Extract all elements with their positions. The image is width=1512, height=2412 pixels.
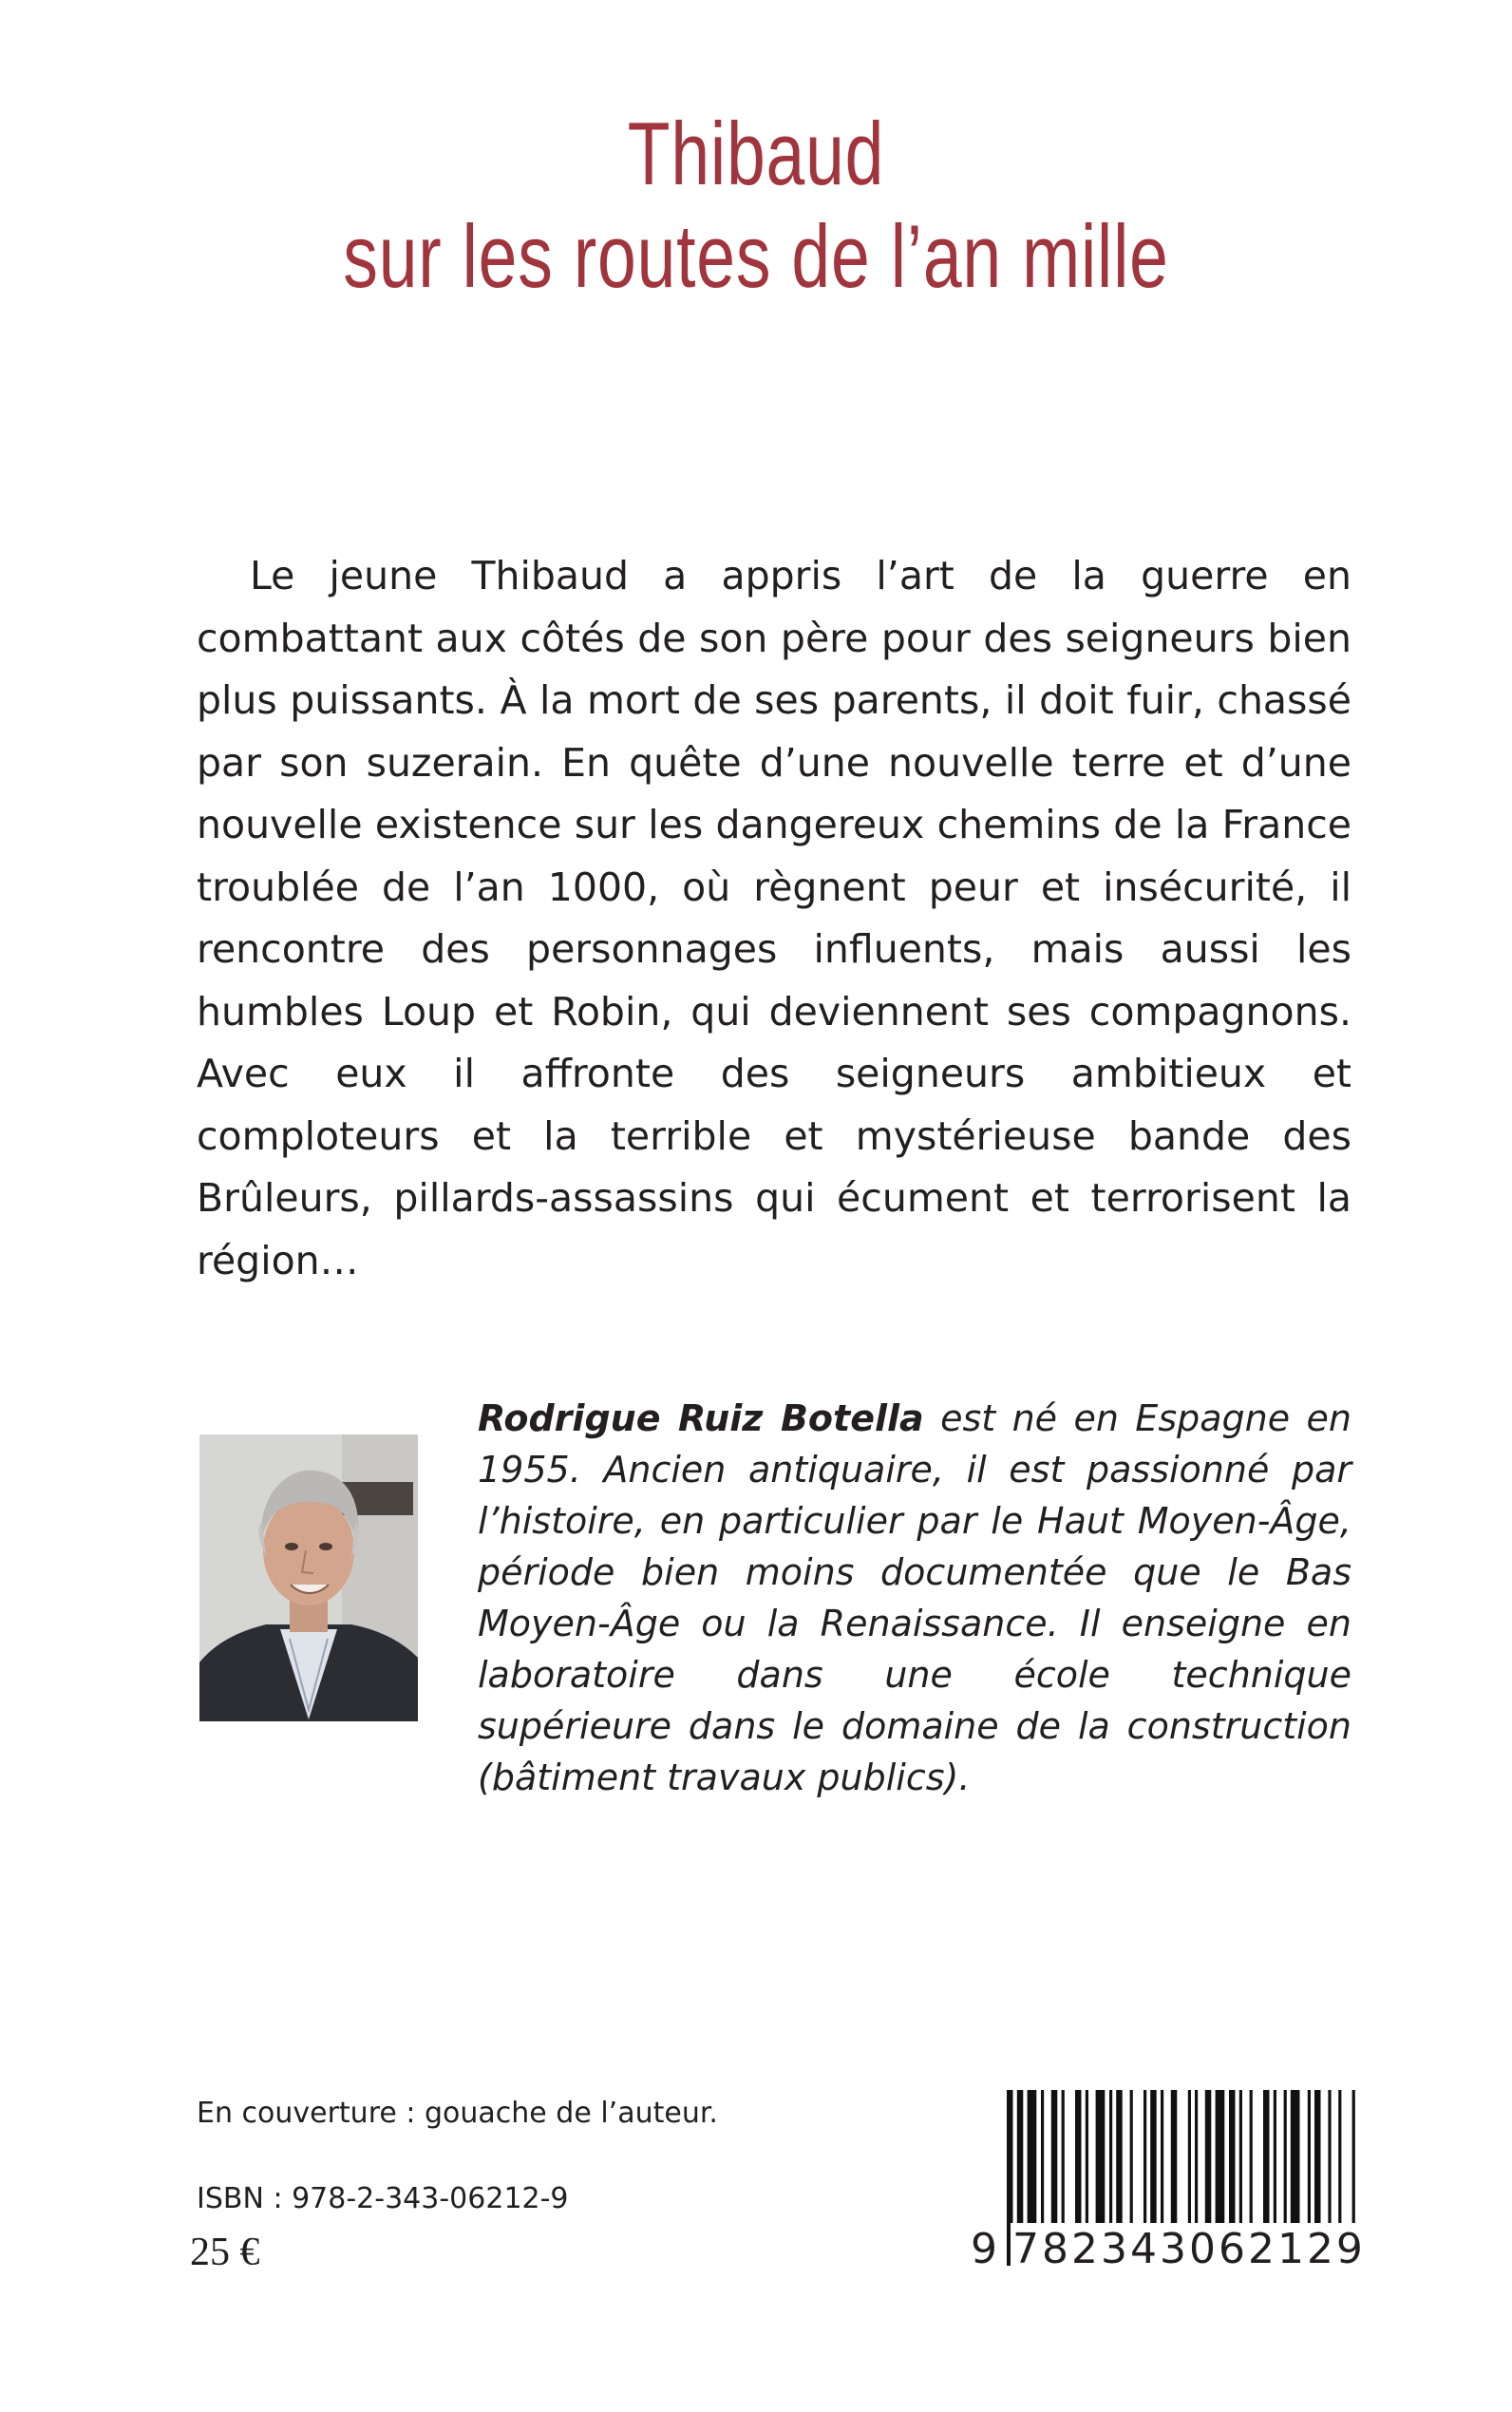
barcode-bar: [1086, 2090, 1088, 2232]
barcode-bar: [1352, 2090, 1355, 2232]
barcode-bar: [1291, 2090, 1300, 2232]
barcode-bar: [1314, 2090, 1321, 2232]
barcode-bar: [1284, 2090, 1287, 2232]
barcode-bar: [1216, 2090, 1225, 2232]
barcode-bar: [1274, 2090, 1276, 2232]
barcode-digit-groups: 782343062129: [1011, 2223, 1368, 2276]
author-bio-text: est né en Espagne en 1955. Ancien antiquaire, il est passionné par l’histoire, en particulier par le Haut Moyen-Âge, période bien moins documentée que le Bas Moyen-Âge ou la Renaissance. Il enseigne en laboratoire dans une école technique supérieure dans le domaine de la construction (bâtiment travaux publics).: [478, 1397, 1351, 1798]
author-name: Rodrigue Ruiz Botella: [478, 1397, 924, 1439]
barcode-bar: [1308, 2090, 1311, 2232]
author-portrait-image: [199, 1434, 418, 1721]
barcode-bar: [1263, 2090, 1270, 2232]
barcode-bar: [1143, 2090, 1146, 2232]
cover-credit: En couverture : gouache de l’auteur.: [197, 2097, 718, 2130]
barcode-bar: [1250, 2090, 1253, 2232]
title-line-1: Thibaud: [627, 104, 885, 203]
barcode-bar: [1051, 2090, 1058, 2232]
barcode-bar: [1229, 2090, 1236, 2232]
blurb-paragraph: Le jeune Thibaud a appris l’art de la guerre en combattant aux côtés de son père pour des seigneurs bien plus puissants. À la mort de ses parents, il doit fuir, chassé par son suzerain. En quête d’une nouvelle terre et d’une nouvelle existence sur les dangereux chemins de la France troublée de l’an 1000, où règnent peur et insécurité, il rencontre des personnages influents, mais aussi les humbles Loup et Robin, qui deviennent ses compagnons. Avec eux il affronte des seigneurs ambitieux et comploteurs et la terrible et mystérieuse bande des Brûleurs, pillards-assassins qui écument et terrorisent la région…: [197, 553, 1351, 1283]
barcode-bar: [1017, 2090, 1024, 2232]
isbn-text: ISBN : 978-2-343-06212-9: [197, 2182, 569, 2215]
author-photo: [199, 1434, 418, 1721]
barcode-bar: [1171, 2090, 1178, 2232]
barcode-bar: [1338, 2090, 1341, 2232]
barcode-bar: [1028, 2090, 1037, 2232]
barcode-bar: [1109, 2090, 1112, 2232]
author-bio: [478, 1393, 1351, 1803]
barcode-bar: [1130, 2090, 1133, 2232]
barcode-bar: [1150, 2090, 1157, 2232]
book-title: [166, 103, 1346, 308]
barcode-bar: [1041, 2090, 1044, 2232]
barcode-bar: [1328, 2090, 1331, 2232]
barcode-bar: [1116, 2090, 1123, 2232]
barcode-bar: [1062, 2090, 1065, 2232]
title-line-2: sur les routes de l’an mille: [343, 206, 1169, 306]
barcode-bar: [1096, 2090, 1106, 2232]
price-text: 25 €: [190, 2231, 260, 2274]
barcode-bar: [1205, 2090, 1212, 2232]
barcode-bar: [1075, 2090, 1082, 2232]
barcode-bar: [1188, 2090, 1191, 2232]
barcode-first-digit: 9: [971, 2225, 1000, 2273]
barcode-bar: [1161, 2090, 1163, 2232]
barcode-bar: [1239, 2090, 1242, 2232]
